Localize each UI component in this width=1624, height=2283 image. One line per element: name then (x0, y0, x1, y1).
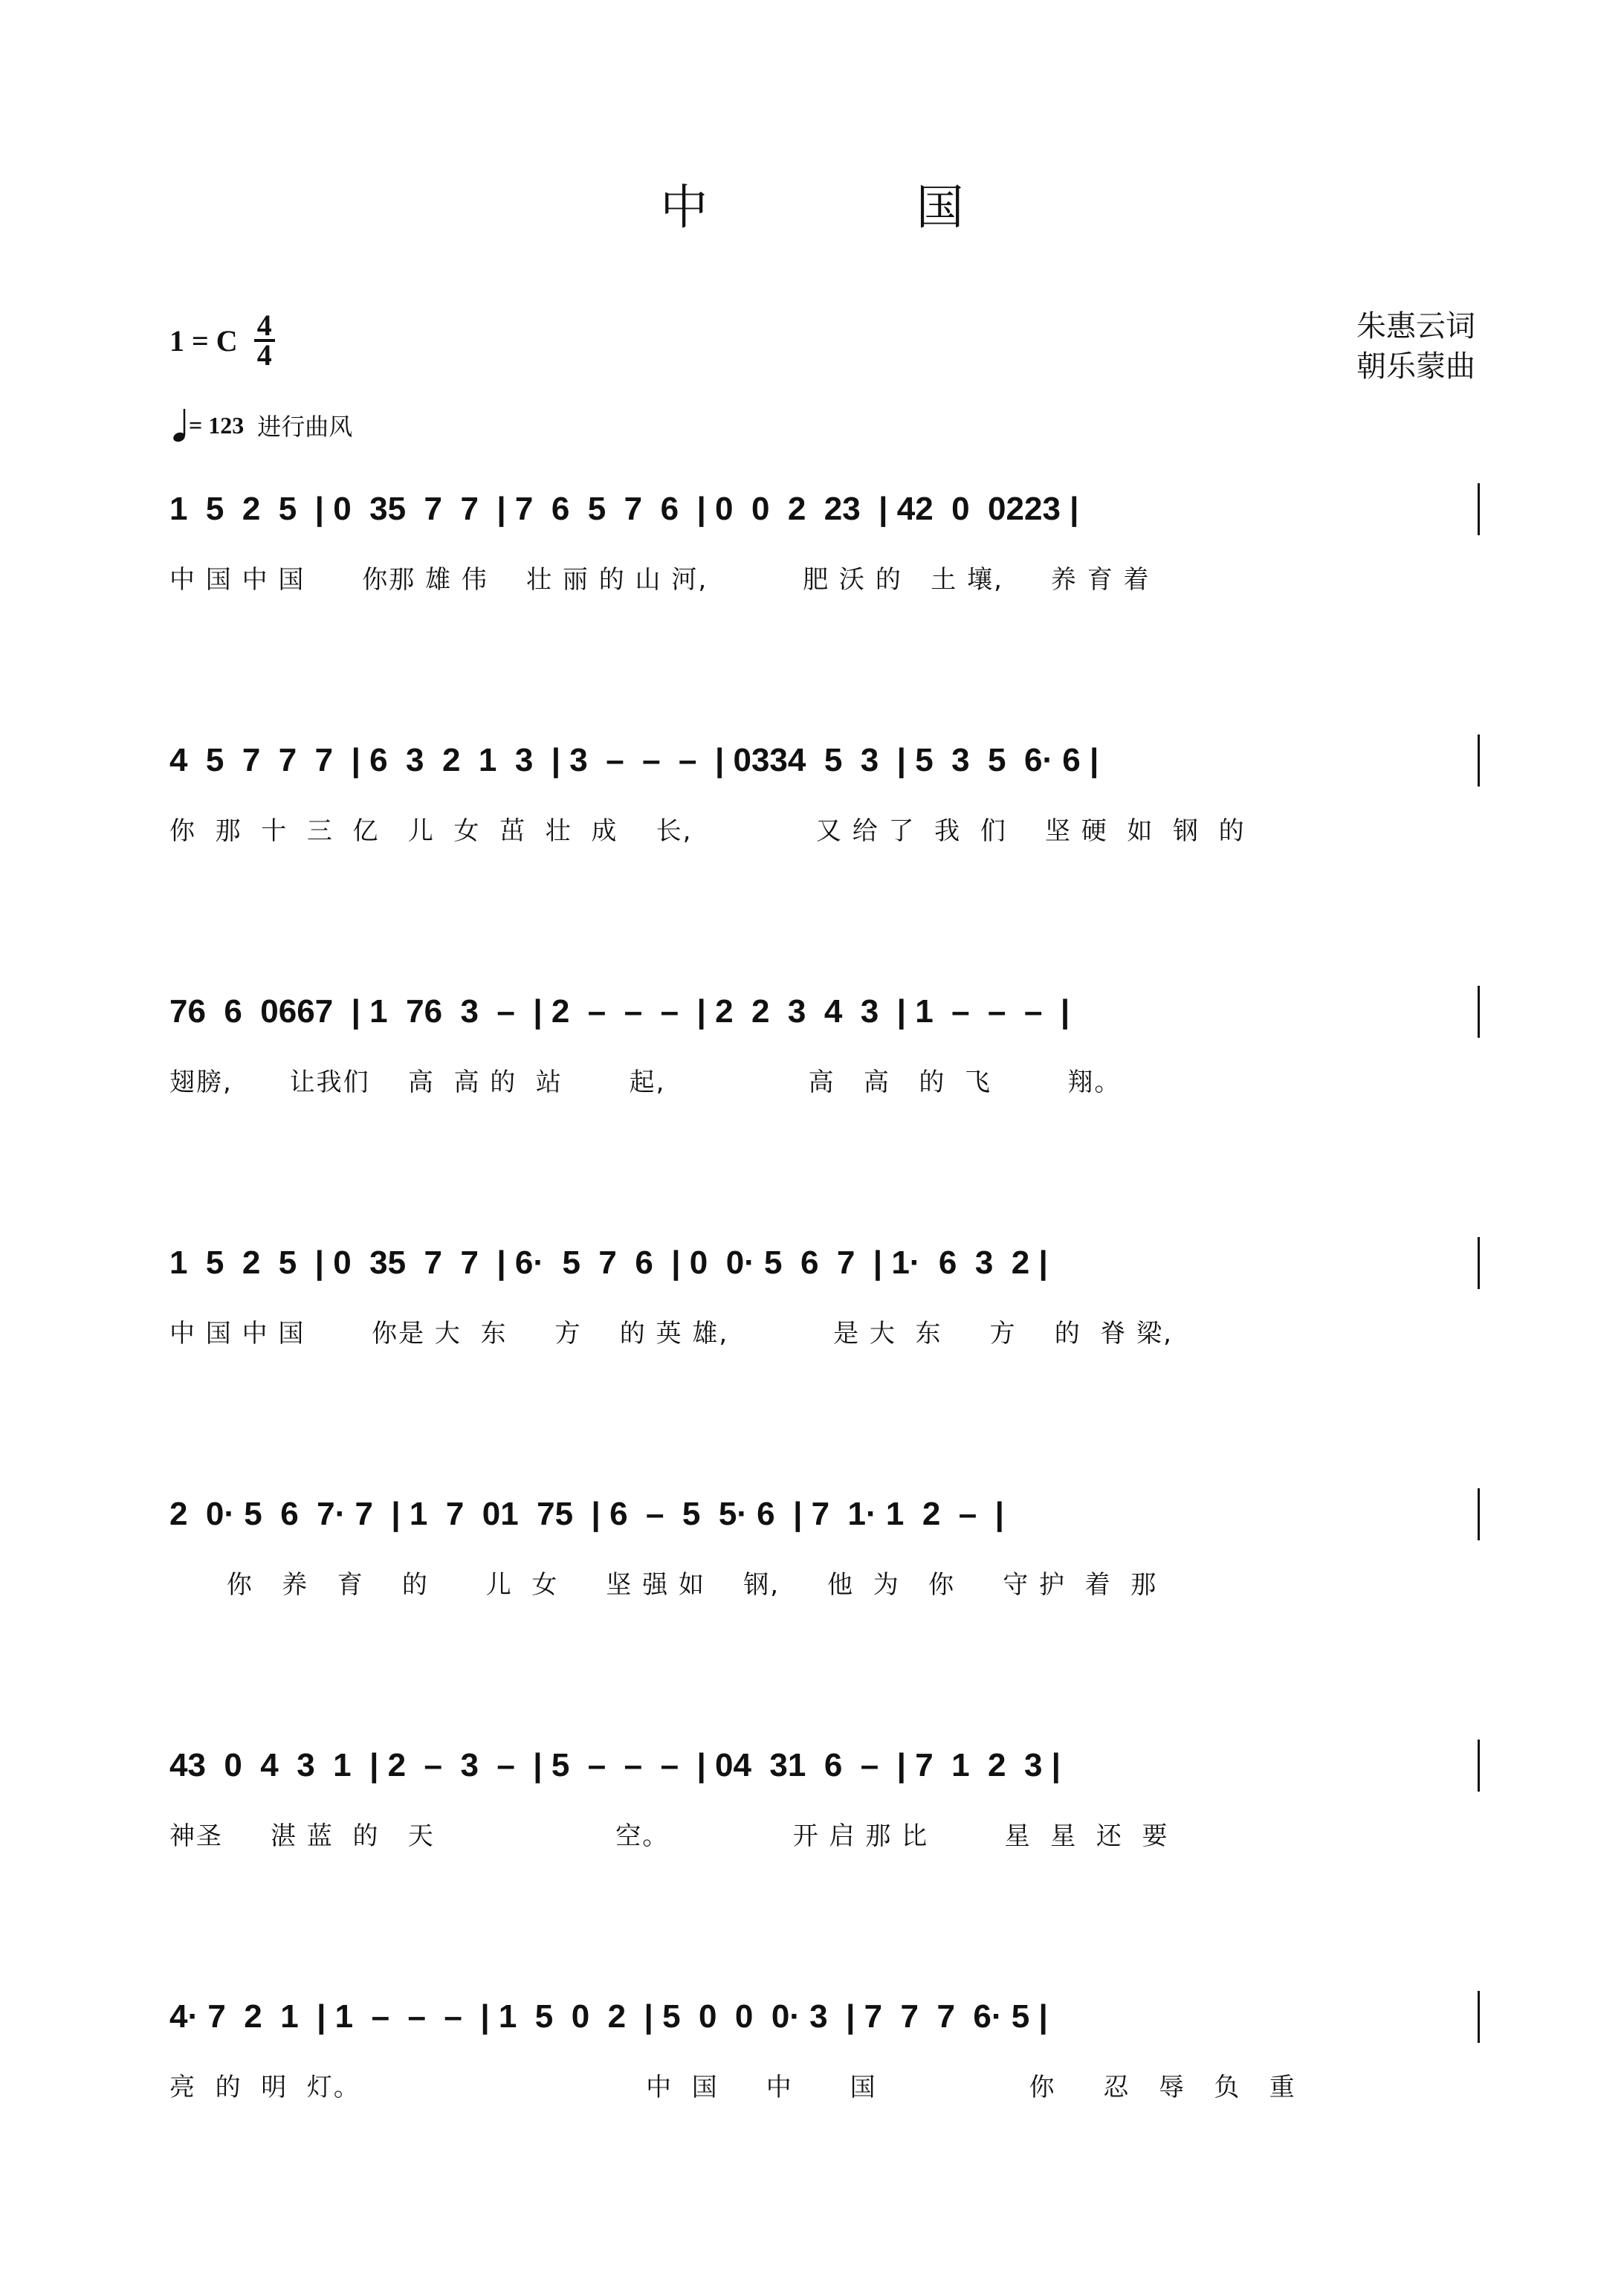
lyrics-line: 中 国 中 国 你那 雄 伟 壮 丽 的 山 河, 肥 沃 的 土 壤, 养 育 着 (169, 565, 1151, 595)
barline-end (1478, 483, 1480, 535)
lyrics-line: 翅膀, 让我们 高 高 的 站 起, 高 高 的 飞 翔。 (169, 1068, 1122, 1097)
time-signature-top: 4 (254, 312, 275, 342)
lyrics-line: 你 养 育 的 儿 女 坚 强 如 钢, 他 为 你 守 护 着 那 (169, 1570, 1158, 1600)
barline-end (1478, 734, 1480, 787)
tempo-marking (172, 407, 352, 443)
notes-line: 1 5 2 5 | 0 35 7 7 | 7 6 5 7 6 | 0 0 2 23 | 42 0 0223 | (169, 491, 1079, 527)
key-label: 1 = C (169, 323, 238, 358)
notes-line: 43 0 4 3 1 | 2 – 3 – | 5 – – – | 04 31 6 – | 7 1 2 3 | (169, 1747, 1061, 1783)
barline-end (1478, 1991, 1480, 2043)
barline-end (1478, 1740, 1480, 1792)
credits (1356, 306, 1475, 387)
lyricist: 朱惠云词 (1356, 309, 1475, 343)
notes-line: 1 5 2 5 | 0 35 7 7 | 6· 5 7 6 | 0 0· 5 6 7 | 1· 6 3 2 | (169, 1244, 1048, 1281)
barline-end (1478, 1237, 1480, 1289)
time-signature (254, 309, 275, 372)
notes-line: 2 0· 5 6 7· 7 | 1 7 01 75 | 6 – 5 5· 6 | 7 1· 1 2 – | (169, 1496, 1004, 1532)
lyrics-line: 你 那 十 三 亿 儿 女 茁 壮 成 长, 又 给 了 我 们 坚 硬 如 钢 的 (169, 816, 1246, 846)
lyrics-line: 神圣 湛 蓝 的 天 空。 开 启 那 比 星 星 还 要 (169, 1821, 1169, 1851)
key-signature (169, 309, 275, 372)
lyrics-line: 中 国 中 国 你是 大 东 方 的 英 雄, 是 大 东 方 的 脊 梁, (169, 1319, 1173, 1349)
time-signature-bottom: 4 (256, 338, 272, 372)
composer: 朝乐蒙曲 (1356, 349, 1475, 384)
notes-line: 4· 7 2 1 | 1 – – – | 1 5 0 2 | 5 0 0 0· 3 | 7 7 7 6· 5 | (169, 1998, 1048, 2035)
lyrics-line: 亮 的 明 灯。 中 国 中 国 你 忍 辱 负 重 (169, 2073, 1296, 2102)
barline-end (1478, 1488, 1480, 1540)
barline-end (1478, 986, 1480, 1038)
notes-line: 76 6 0667 | 1 76 3 – | 2 – – – | 2 2 3 4 3 | 1 – – – | (169, 993, 1070, 1030)
tempo-bpm: = 123 (189, 411, 245, 439)
notes-line: 4 5 7 7 7 | 6 3 2 1 3 | 3 – – – | 0334 5 3 | 5 3 5 6· 6 | (169, 742, 1099, 778)
quarter-note-icon (172, 407, 189, 443)
song-title: 中 国 (660, 181, 1061, 236)
tempo-style: 进行曲风 (257, 413, 353, 441)
